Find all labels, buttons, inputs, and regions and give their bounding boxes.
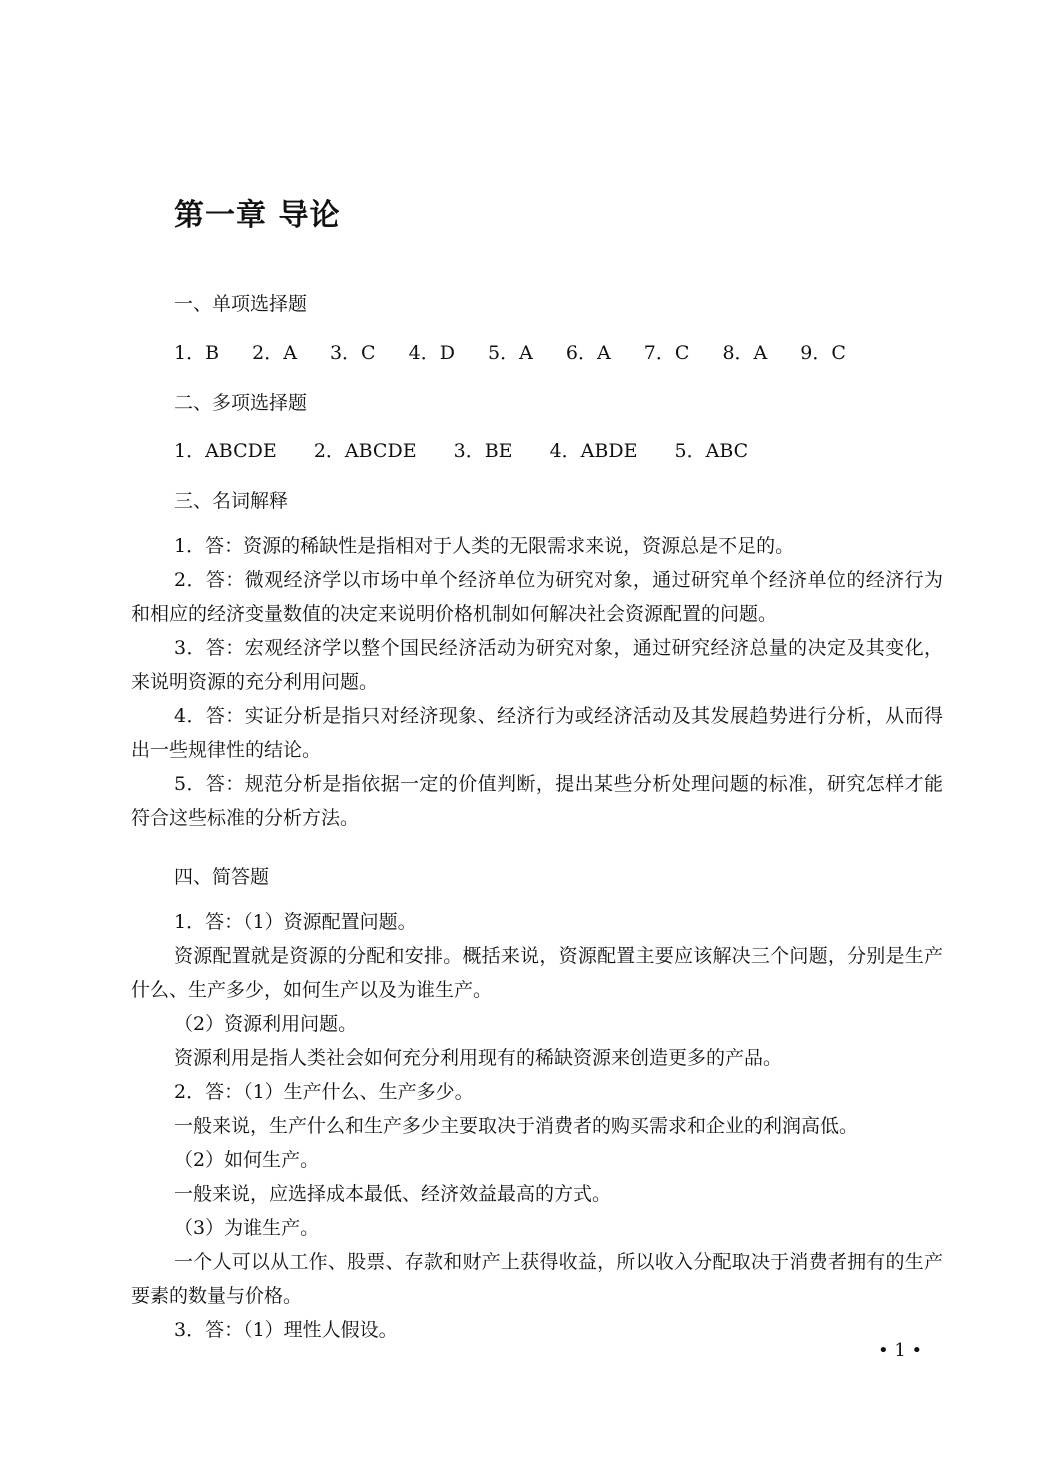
answer-item: 4．ABDE — [549, 440, 638, 462]
answer-item: 4．D — [408, 342, 455, 364]
section-heading-short-answer: 四、简答题 — [174, 866, 270, 888]
answer-paragraph: 3．答：（1）理性人假设。 — [174, 1319, 398, 1341]
answer-paragraph: 一个人可以从工作、股票、存款和财产上获得收益，所以收入分配取决于消费者拥有的生产要素的数量与价格。 — [131, 1251, 943, 1307]
section-heading-multiple-choice: 二、多项选择题 — [174, 392, 308, 414]
answer-item: 1．B — [174, 342, 220, 364]
answer-item: 8．A — [722, 342, 768, 364]
term-paragraph: 3．答：宏观经济学以整个国民经济活动为研究对象，通过研究经济总量的决定及其变化，来说明资源的充分利用问题。 — [131, 637, 943, 693]
answer-item: 3．C — [329, 342, 376, 364]
answer-item: 2．A — [252, 342, 297, 364]
single-choice-answers — [174, 338, 873, 365]
section-heading-single-choice: 一、单项选择题 — [174, 293, 308, 315]
term-paragraph: 2．答：微观经济学以市场中单个经济单位为研究对象，通过研究单个经济单位的经济行为和相应的经济变量数值的决定来说明价格机制如何解决社会资源配置的问题。 — [131, 569, 943, 625]
term-paragraph: 1．答：资源的稀缺性是指相对于人类的无限需求来说，资源总是不足的。 — [174, 535, 795, 557]
answer-item: 2．ABCDE — [313, 440, 417, 462]
answer-item: 1．ABCDE — [174, 440, 277, 462]
answer-paragraph: 一般来说，应选择成本最低、经济效益最高的方式。 — [174, 1183, 612, 1205]
answer-item: 5．A — [488, 342, 533, 364]
answer-paragraph: 1．答：（1）资源配置问题。 — [174, 911, 417, 933]
answer-item: 7．C — [643, 342, 690, 364]
answer-item: 3．BE — [453, 440, 513, 462]
term-paragraph: 4．答：实证分析是指只对经济现象、经济行为或经济活动及其发展趋势进行分析，从而得出一些规律性的结论。 — [131, 705, 943, 761]
page-number: • 1 • — [878, 1340, 923, 1361]
multiple-choice-answers — [174, 436, 779, 463]
answer-paragraph: 一般来说，生产什么和生产多少主要取决于消费者的购买需求和企业的利润高低。 — [174, 1115, 859, 1137]
answer-item: 9．C — [800, 342, 846, 364]
term-paragraph: 5．答：规范分析是指依据一定的价值判断，提出某些分析处理问题的标准，研究怎样才能符合这些标准的分析方法。 — [131, 773, 943, 829]
answer-paragraph: 2．答：（1）生产什么、生产多少。 — [174, 1081, 474, 1103]
answer-item: 5．ABC — [674, 440, 749, 462]
chapter-title: 第一章 导论 — [174, 198, 341, 233]
answer-paragraph: （3）为谁生产。 — [174, 1217, 320, 1239]
answer-paragraph: 资源配置就是资源的分配和安排。概括来说，资源配置主要应该解决三个问题，分别是生产什么、生产多少，如何生产以及为谁生产。 — [131, 945, 943, 1001]
answer-paragraph: 资源利用是指人类社会如何充分利用现有的稀缺资源来创造更多的产品。 — [174, 1047, 783, 1069]
section-heading-terms: 三、名词解释 — [174, 490, 289, 512]
answer-paragraph: （2）如何生产。 — [174, 1149, 320, 1171]
answer-paragraph: （2）资源利用问题。 — [174, 1013, 358, 1035]
answer-item: 6．A — [565, 342, 611, 364]
